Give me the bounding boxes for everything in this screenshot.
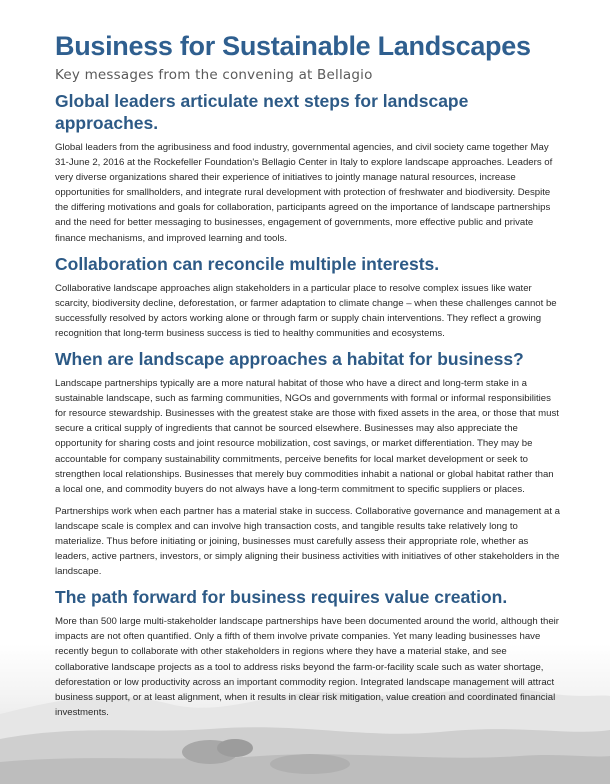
document-content	[55, 30, 560, 727]
section-heading: Global leaders articulate next steps for landscape approaches.	[55, 91, 469, 133]
section-global-leaders	[55, 90, 560, 246]
document-subtitle: Key messages from the convening at Bellagio	[55, 67, 373, 83]
section-paragraph: Landscape partnerships typically are a more natural habitat of those who have a direct and long-term stake in a sustainable landscape, such as farming communities, NGOs and governments with formal or informal responsibilities for resource stewardship. Businesses with the greatest stake are those with fixed assets in the area, or those that must secure a critical supply of ingredients that cannot be sourced elsewhere. Businesses may also appreciate the opportunity for sharing costs and joint resource mobilization, cost savings, or market differentiation. They may be accountable for company sustainability commitments, perceive benefits for local market development or seek to strengthen local relationships. Businesses that merely buy commodities inhabit a national or global habitat rather than a local one, and commodity buyers do not always have a long-term commitment to specific suppliers or places.	[55, 378, 559, 495]
section-habitat-for-business	[55, 348, 560, 579]
section-paragraph: Collaborative landscape approaches align stakeholders in a particular place to resolve complex issues like water scarcity, biodiversity decline, deforestation, or farmer adaptation to climate change – when these challenges cannot be successfully resolved by actors working alone or through farm or supply chain interventions. They reflect a growing recognition that long-term business success is tied to healthy communities and ecosystems.	[55, 282, 557, 339]
document-title: Business for Sustainable Landscapes	[55, 31, 531, 61]
section-paragraph: More than 500 large multi-stakeholder landscape partnerships have been documented around the world, although their impacts are not often quantified. Only a fifth of them involve private companies. Yet many leading businesses have recently begun to collaborate with other stakeholders in regions where they have a material stake, and see collaborative landscape projects as a tool to address risks beyond the farm-or-facility scale such as water shortage, deforestation or low productivity across an important commodity region. Integrated landscape management will attract business support, or at least alignment, when it results in clear risk mitigation, value creation and coordinated financial investments.	[55, 616, 559, 718]
section-heading: Collaboration can reconcile multiple interests.	[55, 253, 440, 274]
section-paragraph: Partnerships work when each partner has a material stake in success. Collaborative governance and management at a landscape scale is complex and can involve high transaction costs, and tangible results take relatively long to materialize. Thus before initiating or joining, businesses must carefully assess their appropriate role, whether as leaders, active partners, investors, or simply aligning their business activities with initiatives of other stakeholders in the landscape.	[55, 505, 561, 578]
section-path-forward	[55, 586, 560, 720]
section-heading: The path forward for business requires value creation.	[55, 587, 508, 608]
section-collaboration	[55, 253, 560, 341]
section-heading: When are landscape approaches a habitat for business?	[55, 349, 524, 370]
section-paragraph: Global leaders from the agribusiness and food industry, governmental agencies, and civil society came together May 31-June 2, 2016 at the Rockefeller Foundation's Bellagio Center in Italy to explore landscape approaches. Leaders of very diverse organizations shared their experience of initiatives to jointly manage natural resources, increase opportunities for smallholders, and integrate rural development with protection of freshwater and biodiversity. Despite the differing motivations and goals for collaboration, participants agreed on the importance of landscape partnerships and the need for better messaging to businesses, engagement of governments, more effective public and private finance mechanisms, and improved learning and tools.	[55, 142, 553, 244]
